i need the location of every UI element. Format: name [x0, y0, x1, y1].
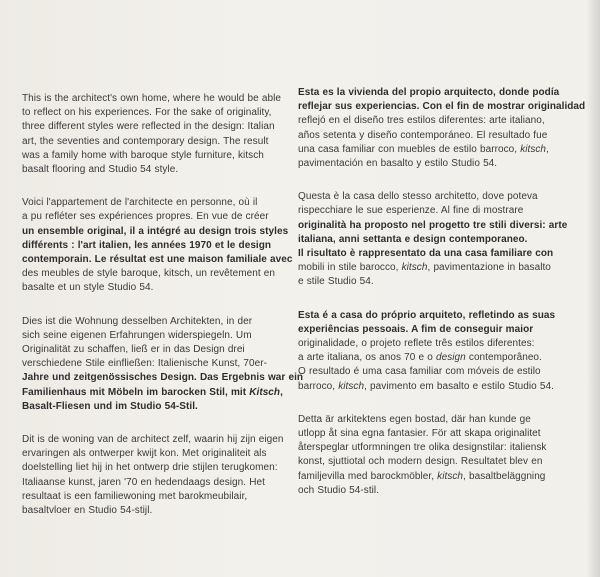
text-segment: barroco,	[298, 380, 339, 392]
left-column	[22, 92, 304, 537]
text-line: Italiaanse kunst, jaren '70 en hedendaags design. Het	[22, 476, 265, 488]
paragraph-swedish	[298, 413, 563, 498]
text-segment: mobili in stile barocco,	[298, 262, 402, 274]
text-segment: familjevilla med barockmöbler,	[298, 470, 438, 482]
text-segment: ,	[280, 386, 283, 398]
text-line: un ensemble original, il a intégré au design trois styles	[22, 225, 289, 237]
text-line: basaltvloer en Studio 54-stijl.	[22, 505, 153, 517]
text-segment: , pavimentazione in basalto	[427, 262, 551, 274]
text-line: Dies ist die Wohnung desselben Architekten, in der	[22, 315, 253, 327]
text-line	[298, 143, 563, 157]
text-line	[298, 380, 563, 394]
text-line: three different styles were reflected in the design: Italian	[22, 121, 275, 133]
text-segment-italic: Kitsch	[249, 386, 281, 398]
text-segment: ,	[546, 143, 549, 155]
text-segment: contemporâneo.	[465, 352, 542, 364]
paragraph-dutch	[22, 433, 287, 518]
text-line	[298, 261, 563, 275]
text-line: años setenta y diseño contemporáneo. El resultado fue	[298, 129, 548, 141]
text-line: basalte et un style Studio 54.	[22, 282, 154, 294]
paragraph-german	[22, 315, 304, 414]
paragraph-portuguese	[298, 309, 563, 394]
text-line: Voici l'appartement de l'architecte en personne, où il	[22, 197, 258, 209]
text-segment: , basaltbeläggning	[463, 470, 546, 482]
text-line: reflejar sus experiencias. Con el fin de mostrar originalidad	[298, 101, 586, 113]
text-line: a pu refléter ses expériences propres. En vue de créer	[22, 211, 269, 223]
text-line: Esta é a casa do próprio arquiteto, refletindo as suas	[298, 309, 556, 321]
text-line: was a family home with baroque style furniture, kitsch	[22, 149, 264, 161]
text-line: O resultado é uma casa familiar com móveis de estilo	[298, 366, 541, 378]
text-line: doelstelling liet hij in het ontwerp drie stijlen terugkomen:	[22, 462, 278, 474]
text-line: återspeglar utformningen tre olika designstilar: italiensk	[298, 442, 547, 454]
paragraph-spanish	[298, 86, 586, 171]
text-line: Dit is de woning van de architect zelf, waarin hij zijn eigen	[22, 434, 284, 446]
text-line: art, the seventies and contemporary design. The result	[22, 135, 269, 147]
text-line: This is the architect's own home, where he would be able	[22, 93, 281, 104]
paragraph-french	[22, 196, 293, 295]
text-line: italiana, anni settanta e design contemporaneo.	[298, 233, 528, 245]
text-line: Il risultato è rappresentato da una casa familiare con	[298, 248, 554, 260]
text-line: Originalität zu schaffen, ließ er in das Design drei	[22, 344, 245, 356]
text-line: Basalt-Fliesen und im Studio 54-Stil.	[22, 400, 198, 412]
text-line: verschiedene Stile einfließen: Italienische Kunst, 70er-	[22, 358, 267, 370]
text-line: pavimentación en basalto y estilo Studio 54.	[298, 158, 498, 170]
text-segment-italic: design	[435, 352, 466, 364]
text-line: originalità ha proposto nel progetto tre stili diversi: arte	[298, 219, 568, 231]
text-line: och Studio 54-stil.	[298, 484, 380, 496]
text-line	[298, 351, 563, 365]
text-line: ervaringen als ontwerper kwijt kon. Met originaliteit als	[22, 448, 267, 460]
text-segment: a arte italiana, os anos 70 e o	[298, 352, 436, 364]
text-line: to reflect on his experiences. For the sake of originality,	[22, 107, 272, 119]
text-line: Detta är arkitektens egen bostad, där han kunde ge	[298, 413, 531, 425]
text-segment-italic: kitsch	[520, 143, 547, 155]
text-line: basalt flooring and Studio 54 style.	[22, 164, 179, 176]
text-line	[298, 470, 563, 484]
text-line: originalidade, o projeto reflete três estilos diferentes:	[298, 338, 535, 350]
text-line	[22, 386, 287, 400]
text-line: utlopp åt sina egna fantasier. För att skapa originalitet	[298, 428, 541, 440]
right-column	[298, 86, 586, 517]
text-line: différents : l'art italien, les années 1970 et le design	[22, 239, 272, 251]
text-line: contemporain. Le résultat est une maison familiale avec	[22, 254, 293, 266]
text-line: sich seine eigenen Erfahrungen widerspiegeln. Um	[22, 329, 252, 341]
text-line: resultaat is een familiewoning met barokmeubilair,	[22, 490, 248, 502]
paragraph-english	[22, 92, 287, 177]
text-line: Questa è la casa dello stesso architetto, dove poteva	[298, 191, 538, 203]
text-line: des meubles de style baroque, kitsch, un revêtement en	[22, 268, 276, 280]
text-segment: Familienhaus mit Möbeln im barocken Stil, mit	[22, 386, 250, 398]
text-line: e stile Studio 54.	[298, 276, 374, 288]
text-line: konst, sjuttiotal och modern design. Resultatet blev en	[298, 456, 543, 468]
text-line: reflejó en el diseño tres estilos diferentes: arte italiano,	[298, 115, 545, 127]
text-line: experiências pessoais. A fim de conseguir maior	[298, 323, 534, 335]
text-segment-italic: kitsch	[401, 262, 428, 274]
text-segment-italic: kitsch	[437, 470, 464, 482]
text-segment-italic: kitsch	[338, 380, 365, 392]
text-line: Esta es la vivienda del propio arquitecto, donde podía	[298, 87, 560, 98]
text-line: Jahre und zeitgenössisches Design. Das Ergebnis war ein	[22, 372, 304, 384]
text-segment: , pavimento em basalto e estilo Studio 54.	[364, 380, 554, 392]
page-edge-shadow	[586, 0, 600, 577]
text-line: rispecchiare le sue esperienze. Al fine di mostrare	[298, 205, 524, 217]
text-segment: una casa familiar con muebles de estilo barroco,	[298, 143, 521, 155]
paragraph-italian	[298, 190, 568, 289]
